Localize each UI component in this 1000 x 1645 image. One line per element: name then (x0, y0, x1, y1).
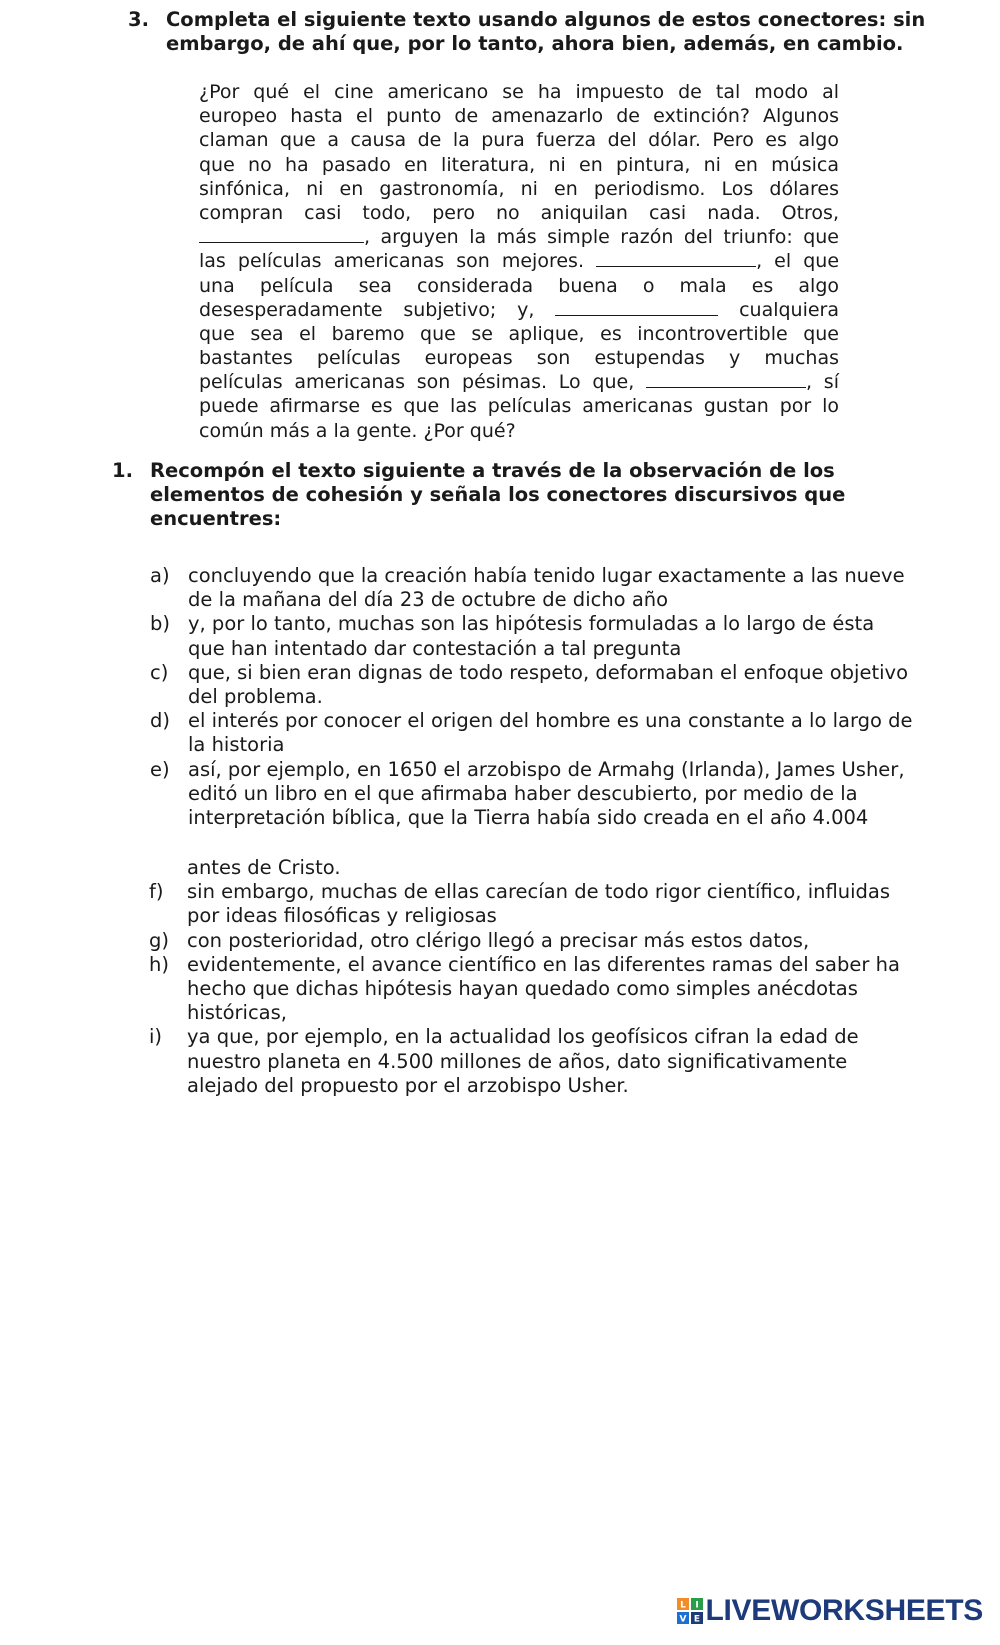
passage-fragment: las películas americanas son mejores. (199, 250, 584, 273)
passage-line: claman que a causa de la pura fuerza del dólar. Pero es algo (199, 129, 839, 152)
item-label: a) (150, 564, 170, 587)
passage-fragment: desesperadamente subjetivo; y, (199, 298, 535, 321)
passage-line: bastantes películas europeas son estupendas y muchas (199, 347, 839, 370)
item-line: de la mañana del día 23 de octubre de dicho año (188, 588, 669, 612)
passage-line: común más a la gente. ¿Por qué? (199, 419, 516, 442)
item-line: y, por lo tanto, muchas son las hipótesis formuladas a lo largo de ésta (188, 612, 875, 636)
answer-blank-2[interactable] (596, 250, 756, 267)
item-label: e) (150, 757, 170, 781)
passage-line (199, 298, 839, 322)
item-line: editó un libro en el que afirmaba haber descubierto, por medio de la (188, 781, 858, 805)
list-item (150, 564, 940, 612)
passage-line: sinfónica, ni en gastronomía, ni en periodismo. Los dólares (199, 177, 839, 200)
item-line: alejado del propuesto por el arzobispo Usher. (187, 1073, 629, 1097)
item-line: antes de Cristo. (187, 856, 341, 879)
passage-fragment: películas americanas son pésimas. Lo que, (199, 371, 635, 394)
exercise-1-number: 1. (112, 459, 133, 482)
item-line: del problema. (188, 685, 323, 709)
passage-line (199, 370, 839, 394)
list-item-continuation (149, 856, 939, 880)
exercise-1-items-continued (149, 856, 939, 1098)
item-label: f) (149, 880, 164, 904)
passage-line (199, 249, 839, 273)
passage-line: que no ha pasado en literatura, ni en pintura, ni en música (199, 153, 839, 176)
item-line: que, si bien eran dignas de todo respeto, deformaban el enfoque objetivo (188, 660, 908, 684)
item-line: concluyendo que la creación había tenido lugar exactamente a las nueve (188, 564, 905, 587)
item-label: c) (150, 660, 169, 684)
list-item (150, 709, 940, 757)
passage-line: ¿Por qué el cine americano se ha impuesto de tal modo al (199, 81, 839, 103)
answer-blank-4[interactable] (646, 371, 806, 388)
passage-fragment: cualquiera (739, 298, 840, 321)
svg-text:V: V (679, 1614, 686, 1624)
passage-fragment: , arguyen la más simple razón del triunfo: que (364, 226, 839, 249)
passage-line: compran casi todo, pero no aniquilan casi nada. Otros, (199, 201, 839, 224)
exercise-3-passage (199, 80, 839, 443)
list-item (149, 880, 939, 928)
liveworksheets-logo[interactable] (677, 1594, 984, 1628)
exercise-3-title (128, 8, 946, 56)
exercise-3-title-line: Completa el siguiente texto usando algunos de estos conectores: sin (166, 8, 926, 31)
item-label: b) (150, 612, 170, 636)
list-item (150, 758, 940, 831)
item-line: ya que, por ejemplo, en la actualidad los geofísicos cifran la edad de (187, 1025, 859, 1049)
exercise-1-title-line: encuentres: (150, 507, 282, 530)
passage-line (199, 225, 839, 249)
item-line: así, por ejemplo, en 1650 el arzobispo de Armahg (Irlanda), James Usher, (188, 757, 905, 781)
svg-text:E: E (693, 1614, 700, 1624)
item-label: i) (149, 1025, 163, 1049)
item-line: hecho que dichas hipótesis hayan quedado como simples anécdotas (187, 977, 858, 1001)
exercise-1-title-line: elementos de cohesión y señala los conectores discursivos que (150, 483, 846, 506)
exercise-1-items (150, 564, 940, 830)
item-line: interpretación bíblica, que la Tierra había sido creada en el año 4.004 (188, 806, 869, 830)
liveworksheets-logo-icon (677, 1598, 703, 1624)
list-item (150, 612, 940, 660)
liveworksheets-logo-text: LIVEWORKSHEETS (705, 1594, 983, 1627)
item-line: la historia (188, 733, 285, 757)
item-label: d) (150, 709, 170, 733)
item-line: evidentemente, el avance científico en las diferentes ramas del saber ha (187, 952, 900, 976)
svg-text:I: I (694, 1600, 699, 1611)
list-item (149, 929, 939, 953)
item-line: históricas, (187, 1001, 287, 1025)
list-item (149, 953, 939, 1026)
svg-text:L: L (679, 1600, 686, 1611)
exercise-3-title-line: embargo, de ahí que, por lo tanto, ahora bien, además, en cambio. (166, 32, 904, 55)
list-item (149, 1025, 939, 1098)
item-line: nuestro planeta en 4.500 millones de años, dato significativamente (187, 1049, 848, 1073)
passage-line: que sea el baremo que se aplique, es incontrovertible que (199, 322, 839, 345)
item-line: que han intentado dar contestación a tal pregunta (188, 636, 682, 660)
passage-fragment: , sí (806, 371, 839, 394)
exercise-1-title-line: Recompón el texto siguiente a través de la observación de los (150, 459, 835, 482)
item-line: con posterioridad, otro clérigo llegó a precisar más estos datos, (187, 928, 810, 952)
answer-blank-1[interactable] (199, 226, 364, 243)
item-label: g) (149, 928, 169, 952)
item-line: el interés por conocer el origen del hombre es una constante a lo largo de (188, 709, 913, 733)
answer-blank-3[interactable] (555, 299, 718, 316)
exercise-1-title (112, 459, 890, 531)
passage-fragment: , el que (756, 250, 840, 273)
passage-line: puede afirmarse es que las películas americanas gustan por lo (199, 395, 839, 418)
item-label: h) (149, 952, 169, 976)
item-line: por ideas filosóficas y religiosas (187, 904, 497, 928)
exercise-3-number: 3. (128, 8, 149, 31)
passage-line: europeo hasta el punto de amenazarlo de extinción? Algunos (199, 105, 839, 128)
passage-line: una película sea considerada buena o mala es algo (199, 274, 839, 297)
list-item (150, 661, 940, 709)
item-line: sin embargo, muchas de ellas carecían de todo rigor científico, influidas (187, 880, 891, 904)
